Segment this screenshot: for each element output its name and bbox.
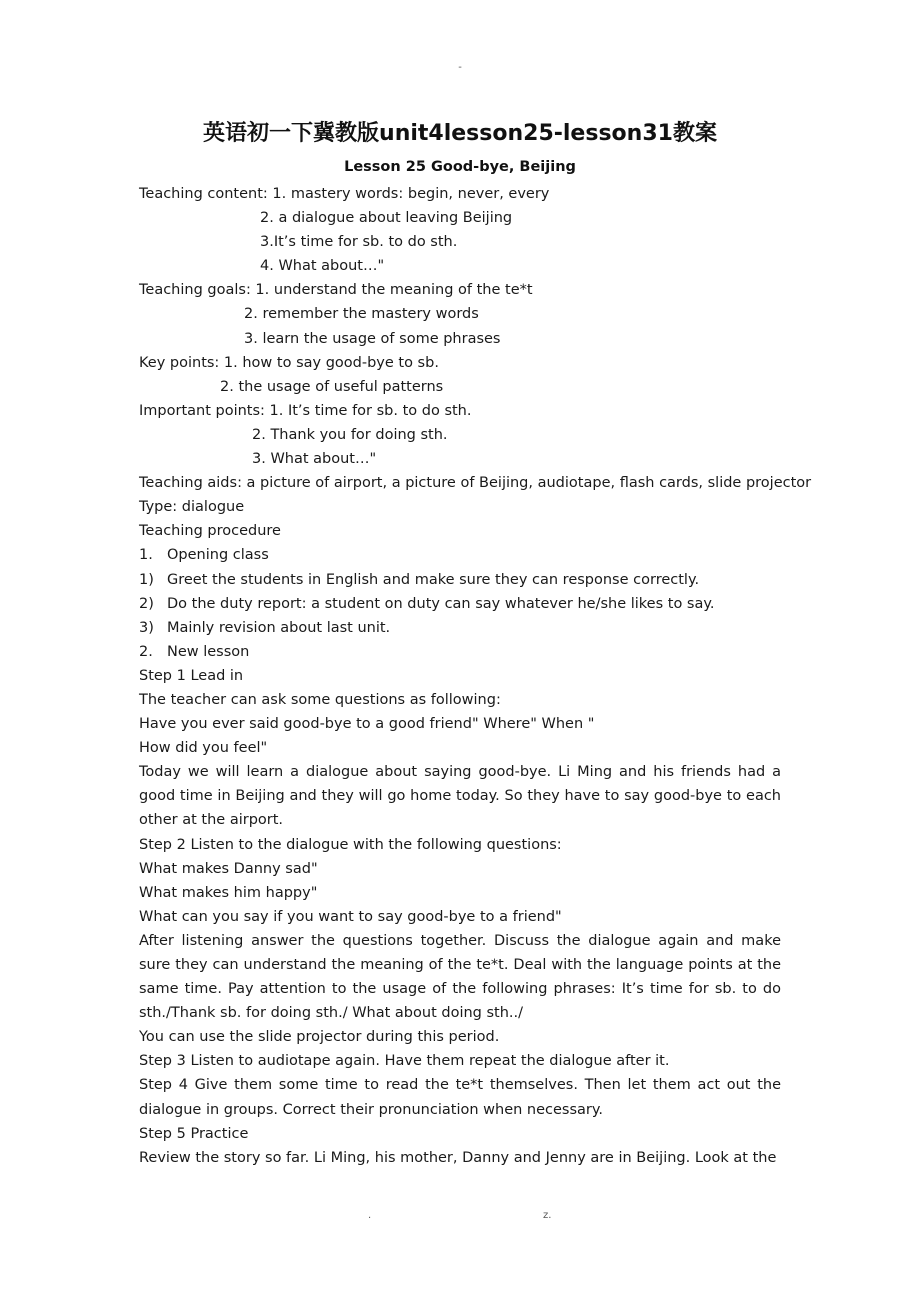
procedure-item — [139, 543, 781, 567]
important-points-line: Important points: 1. It’s time for sb. to do sth. — [139, 402, 472, 419]
header-mark: - — [458, 62, 462, 73]
question-line: What makes him happy" — [139, 884, 318, 901]
paragraph-review: Review the story so far. Li Ming, his mother, Danny and Jenny are in Beijing. Look at the — [139, 1149, 777, 1166]
teaching-content-line: 4. What about…" — [260, 258, 385, 275]
paragraph-after-listening: After listening answer the questions together. Discuss the dialogue again and make sure they can understand the meaning of the te*t. Deal with the language points at the same time. Pay attention to the usage of the following phrases: It’s time for sb. to do sth./Thank sb. for doing sth./ What about doing sth../ — [139, 932, 781, 1022]
procedure-item-text: Greet the students in English and make sure they can response correctly. — [167, 571, 700, 588]
important-points-line: 3. What about…" — [252, 451, 377, 468]
paragraph-step4: Step 4 Give them some time to read the te*t themselves. Then let them act out the dialogue in groups. Correct their pronunciation when necessary. — [139, 1077, 781, 1118]
procedure-heading: Teaching procedure — [139, 523, 281, 540]
document-title: 英语初一下冀教版unit4lesson25-lesson31教案 — [203, 121, 717, 146]
question-line: What can you say if you want to say good-bye to a friend" — [139, 908, 562, 925]
paragraph-today: Today we will learn a dialogue about saying good-bye. Li Ming and his friends had a good time in Beijing and they will go home today. So they have to say good-bye to each other at the airport. — [139, 764, 781, 829]
step-heading: Step 5 Practice — [139, 1125, 249, 1142]
key-points-line: 2. the usage of useful patterns — [220, 378, 444, 395]
slide-projector-note: You can use the slide projector during this period. — [139, 1029, 500, 1046]
procedure-item-text: New lesson — [167, 643, 250, 660]
teaching-content-line: Teaching content: 1. mastery words: begin, never, every — [139, 186, 550, 202]
procedure-item-number: 2. — [139, 643, 153, 660]
procedure-item-text: Do the duty report: a student on duty can say whatever he/she likes to say. — [167, 595, 715, 612]
procedure-item — [139, 592, 781, 616]
procedure-item-text: Mainly revision about last unit. — [167, 619, 391, 636]
procedure-item-number: 1) — [139, 571, 154, 588]
teaching-aids-line: Teaching aids: a picture of airport, a picture of Beijing, audiotape, flash cards, slide projector — [139, 475, 812, 492]
procedure-item-number: 2) — [139, 595, 154, 612]
teaching-goals-line: 3. learn the usage of some phrases — [244, 330, 501, 347]
teaching-goals-line: Teaching goals: 1. understand the meaning of the te*t — [139, 282, 533, 299]
step-heading: Step 1 Lead in — [139, 667, 244, 684]
step-heading: Step 2 Listen to the dialogue with the following questions: — [139, 836, 562, 853]
procedure-item-text: Opening class — [167, 547, 269, 564]
teaching-content-line: 2. a dialogue about leaving Beijing — [260, 210, 513, 227]
procedure-item — [139, 616, 781, 640]
procedure-item — [139, 568, 781, 592]
document-body — [139, 182, 812, 1170]
procedure-item-number: 1. — [139, 547, 153, 564]
teaching-goals-line: 2. remember the mastery words — [244, 306, 479, 323]
footer-left-mark: . — [368, 1210, 372, 1221]
question-line: How did you feel" — [139, 740, 268, 757]
step-text: The teacher can ask some questions as following: — [139, 691, 501, 708]
procedure-item — [139, 640, 781, 664]
lesson-subtitle: Lesson 25 Good-bye, Beijing — [344, 159, 576, 175]
step-heading: Step 3 Listen to audiotape again. Have them repeat the dialogue after it. — [139, 1053, 670, 1070]
key-points-line: Key points: 1. how to say good-bye to sb. — [139, 354, 439, 371]
teaching-content-line: 3.It’s time for sb. to do sth. — [260, 234, 458, 251]
important-points-line: 2. Thank you for doing sth. — [252, 426, 448, 443]
procedure-item-number: 3) — [139, 619, 154, 636]
question-line: Have you ever said good-bye to a good friend" Where" When " — [139, 716, 595, 733]
type-line: Type: dialogue — [139, 499, 245, 516]
question-line: What makes Danny sad" — [139, 860, 318, 877]
footer-right-mark: z. — [543, 1210, 552, 1221]
